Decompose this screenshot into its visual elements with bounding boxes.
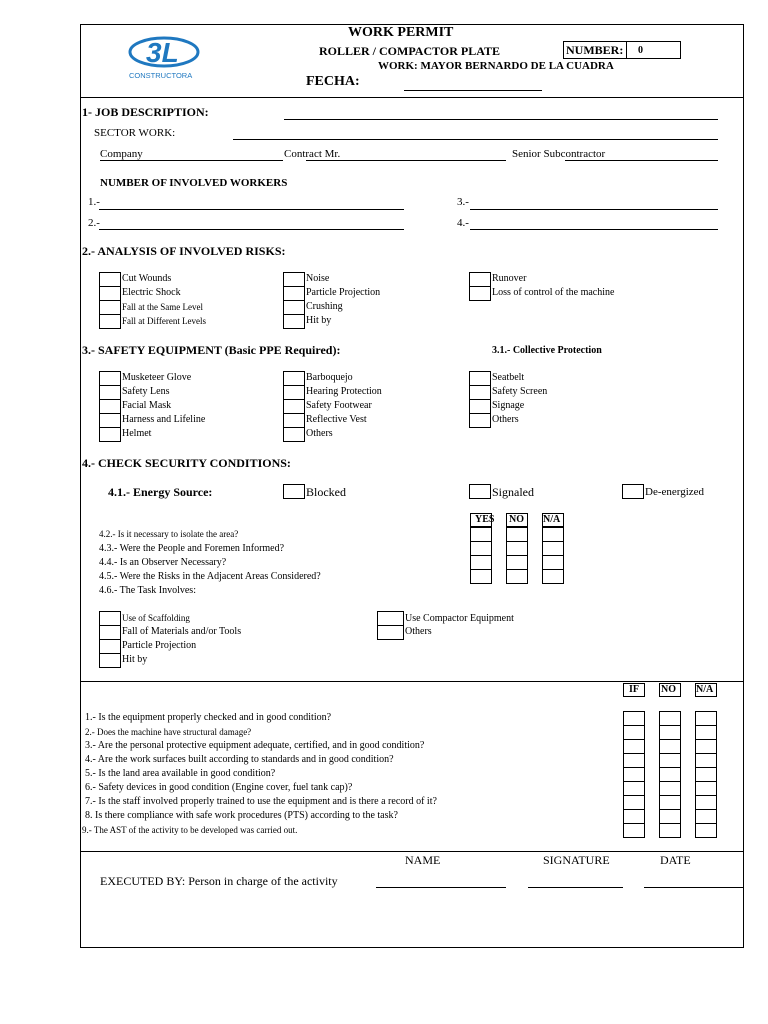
if-checkbox[interactable] [623, 823, 645, 838]
task-checkbox[interactable] [99, 639, 121, 654]
ppe-checkbox[interactable] [99, 427, 121, 442]
ppe-checkbox[interactable] [283, 371, 305, 386]
checklist-item: 3.- Are the personal protective equipment adequate, certified, and in good condition? [85, 740, 425, 751]
ppe-checkbox[interactable] [283, 399, 305, 414]
worker-2-label: 2.- [88, 217, 100, 229]
contract-label: Contract Mr. [284, 148, 341, 160]
yes-header-label: YES [475, 514, 495, 525]
name-field[interactable] [376, 887, 506, 888]
worker-2-field[interactable] [99, 229, 404, 230]
security-question: 4.6.- The Task Involves: [99, 585, 196, 596]
risk-label: Hit by [306, 315, 332, 326]
energy-signaled-checkbox[interactable] [469, 484, 491, 499]
no-checkbox[interactable] [506, 569, 528, 584]
job-heading: 1- JOB DESCRIPTION: [82, 105, 209, 119]
worker-4-label: 4.- [457, 217, 469, 229]
energy-option-label: Signaled [492, 485, 534, 499]
constructora-logo [124, 32, 208, 82]
no-checkbox[interactable] [506, 541, 528, 556]
no-header-label: NO [509, 514, 524, 525]
date-label: DATE [660, 853, 691, 867]
ppe-checkbox[interactable] [283, 385, 305, 400]
risk-label: Fall at Different Levels [122, 316, 207, 326]
ppe-checkbox[interactable] [99, 385, 121, 400]
sector-label: SECTOR WORK: [94, 127, 176, 139]
risk-checkbox[interactable] [283, 286, 305, 301]
na-checkbox[interactable] [695, 711, 717, 726]
checklist-item: 4.- Are the work surfaces built according to standards and in good condition? [85, 754, 394, 765]
risk-checkbox[interactable] [469, 272, 491, 287]
risk-label: Runover [492, 273, 527, 284]
date-field[interactable] [644, 887, 743, 888]
if-checkbox[interactable] [623, 725, 645, 740]
risk-label: Loss of control of the machine [492, 287, 615, 298]
ppe-label: Harness and Lifeline [122, 414, 206, 425]
na-checkbox[interactable] [695, 725, 717, 740]
no-checkbox[interactable] [659, 781, 681, 796]
security-question: 4.3.- Were the People and Foremen Informed? [99, 543, 285, 554]
risk-checkbox[interactable] [469, 286, 491, 301]
signature-label: SIGNATURE [543, 853, 610, 867]
no-checkbox[interactable] [659, 809, 681, 824]
ppe-label: Reflective Vest [306, 414, 367, 425]
no-checkbox[interactable] [659, 823, 681, 838]
ppe-label: Hearing Protection [306, 386, 382, 397]
job-description-field[interactable] [284, 119, 718, 120]
checklist-divider [80, 681, 744, 682]
ppe-checkbox[interactable] [283, 413, 305, 428]
company-label: Company [100, 148, 143, 160]
na-checkbox[interactable] [695, 809, 717, 824]
yes-checkbox[interactable] [470, 569, 492, 584]
checklist-item: 5.- Is the land area available in good condition? [85, 768, 276, 779]
no-checkbox[interactable] [659, 711, 681, 726]
task-label: Particle Projection [122, 640, 197, 651]
fecha-field[interactable] [404, 90, 542, 91]
header-divider [80, 97, 744, 98]
if-checkbox[interactable] [623, 739, 645, 754]
contract-field[interactable] [306, 160, 506, 161]
collective-checkbox[interactable] [469, 399, 491, 414]
collective-checkbox[interactable] [469, 371, 491, 386]
form-subtitle: ROLLER / COMPACTOR PLATE [319, 44, 501, 58]
risk-checkbox[interactable] [99, 286, 121, 301]
signature-field[interactable] [528, 887, 623, 888]
ppe-heading: 3.- SAFETY EQUIPMENT (Basic PPE Required): [82, 343, 341, 357]
name-label: NAME [405, 853, 441, 867]
workers-label: NUMBER OF INVOLVED WORKERS [100, 177, 288, 189]
na-checkbox[interactable] [695, 753, 717, 768]
form-title: WORK PERMIT [348, 25, 454, 40]
security-heading: 4.- CHECK SECURITY CONDITIONS: [82, 456, 291, 470]
task-label: Use Compactor Equipment [405, 613, 514, 624]
collective-checkbox[interactable] [469, 413, 491, 428]
number-value: 0 [638, 45, 643, 56]
svg-text:CONSTRUCTORA: CONSTRUCTORA [129, 71, 193, 80]
ppe-label: Facial Mask [122, 400, 172, 411]
no-checkbox[interactable] [659, 795, 681, 810]
task-label: Use of Scaffolding [122, 613, 190, 623]
ppe-label: Others [306, 428, 333, 439]
fecha-label: FECHA: [306, 74, 360, 89]
senior-field[interactable] [565, 160, 718, 161]
yes-checkbox[interactable] [470, 541, 492, 556]
ppe-label: Safety Footwear [306, 400, 372, 411]
na-checkbox[interactable] [542, 527, 564, 542]
if-checkbox[interactable] [623, 795, 645, 810]
checklist-item: 1.- Is the equipment properly checked and in good condition? [85, 712, 332, 723]
if-checkbox[interactable] [623, 753, 645, 768]
no-checkbox[interactable] [506, 527, 528, 542]
executed-by-label: EXECUTED BY: Person in charge of the activity [100, 874, 338, 888]
yes-checkbox[interactable] [470, 527, 492, 542]
risk-label: Cut Wounds [122, 273, 172, 284]
checklist-item: 7.- Is the staff involved properly trained to use the equipment and is there a record of it? [85, 796, 437, 807]
na-checkbox[interactable] [695, 823, 717, 838]
senior-label: Senior Subcontractor [512, 148, 606, 160]
no-checkbox[interactable] [659, 725, 681, 740]
na-checkbox[interactable] [542, 555, 564, 570]
collective-heading: 3.1.- Collective Protection [492, 345, 602, 356]
risk-label: Noise [306, 273, 330, 284]
signoff-divider [80, 851, 744, 852]
risk-checkbox[interactable] [283, 300, 305, 315]
if-checkbox[interactable] [623, 711, 645, 726]
risk-label: Electric Shock [122, 287, 181, 298]
number-label: NUMBER: [566, 43, 624, 57]
checklist-item: 9.- The AST of the activity to be developed was carried out. [82, 825, 298, 835]
security-question: 4.2.- Is it necessary to isolate the area? [99, 529, 239, 539]
na-header-label: N/A [696, 684, 714, 695]
worker-3-field[interactable] [470, 209, 718, 210]
checklist-item: 2.- Does the machine have structural damage? [85, 727, 252, 737]
collective-label: Seatbelt [492, 372, 525, 383]
worker-1-label: 1.- [88, 196, 100, 208]
checklist-item: 8. Is there compliance with safe work procedures (PTS) according to the task? [85, 810, 398, 821]
ppe-label: Musketeer Glove [122, 372, 192, 383]
work-name: WORK: MAYOR BERNARDO DE LA CUADRA [378, 60, 614, 72]
no-checkbox[interactable] [659, 767, 681, 782]
energy-label: 4.1.- Energy Source: [108, 485, 213, 499]
na-checkbox[interactable] [695, 781, 717, 796]
ppe-checkbox[interactable] [283, 427, 305, 442]
collective-checkbox[interactable] [469, 385, 491, 400]
risk-checkbox[interactable] [283, 272, 305, 287]
ppe-label: Safety Lens [122, 386, 170, 397]
number-divider [626, 41, 627, 59]
risk-label: Fall at the Same Level [122, 302, 203, 312]
task-checkbox[interactable] [377, 625, 404, 640]
no-checkbox[interactable] [659, 739, 681, 754]
risk-checkbox[interactable] [99, 272, 121, 287]
collective-label: Others [492, 414, 519, 425]
na-checkbox[interactable] [542, 569, 564, 584]
no-header-label: NO [661, 684, 676, 695]
task-checkbox[interactable] [99, 653, 121, 668]
worker-4-field[interactable] [470, 229, 718, 230]
na-checkbox[interactable] [542, 541, 564, 556]
if-checkbox[interactable] [623, 781, 645, 796]
if-header-label: IF [629, 684, 639, 695]
risk-label: Particle Projection [306, 287, 381, 298]
na-header-label: N/A [543, 514, 561, 525]
risk-checkbox[interactable] [99, 300, 121, 315]
ppe-label: Helmet [122, 428, 152, 439]
checklist-item: 6.- Safety devices in good condition (Engine cover, fuel tank cap)? [85, 782, 353, 793]
na-checkbox[interactable] [695, 767, 717, 782]
na-checkbox[interactable] [695, 739, 717, 754]
if-checkbox[interactable] [623, 809, 645, 824]
sector-field[interactable] [233, 139, 718, 140]
risk-checkbox[interactable] [283, 314, 305, 329]
collective-label: Safety Screen [492, 386, 548, 397]
no-checkbox[interactable] [659, 753, 681, 768]
task-label: Others [405, 626, 432, 637]
ppe-checkbox[interactable] [99, 371, 121, 386]
security-question: 4.5.- Were the Risks in the Adjacent Areas Considered? [99, 571, 321, 582]
energy-option-label: De-energized [645, 486, 705, 498]
ppe-label: Barboquejo [306, 372, 353, 383]
task-checkbox[interactable] [99, 611, 121, 626]
worker-1-field[interactable] [99, 209, 404, 210]
worker-3-label: 3.- [457, 196, 469, 208]
yes-checkbox[interactable] [470, 555, 492, 570]
collective-label: Signage [492, 400, 525, 411]
ppe-checkbox[interactable] [99, 413, 121, 428]
security-question: 4.4.- Is an Observer Necessary? [99, 557, 227, 568]
task-label: Hit by [122, 654, 148, 665]
task-checkbox[interactable] [377, 611, 404, 626]
risk-checkbox[interactable] [99, 314, 121, 329]
energy-option-label: Blocked [306, 485, 346, 499]
risk-label: Crushing [306, 301, 343, 312]
task-label: Fall of Materials and/or Tools [122, 626, 242, 637]
na-checkbox[interactable] [695, 795, 717, 810]
ppe-checkbox[interactable] [99, 399, 121, 414]
risks-heading: 2.- ANALYSIS OF INVOLVED RISKS: [82, 244, 286, 258]
company-field[interactable] [100, 160, 283, 161]
energy-blocked-checkbox[interactable] [283, 484, 305, 499]
energy-deenergized-checkbox[interactable] [622, 484, 644, 499]
no-checkbox[interactable] [506, 555, 528, 570]
svg-text:3L: 3L [146, 37, 179, 68]
if-checkbox[interactable] [623, 767, 645, 782]
task-checkbox[interactable] [99, 625, 121, 640]
